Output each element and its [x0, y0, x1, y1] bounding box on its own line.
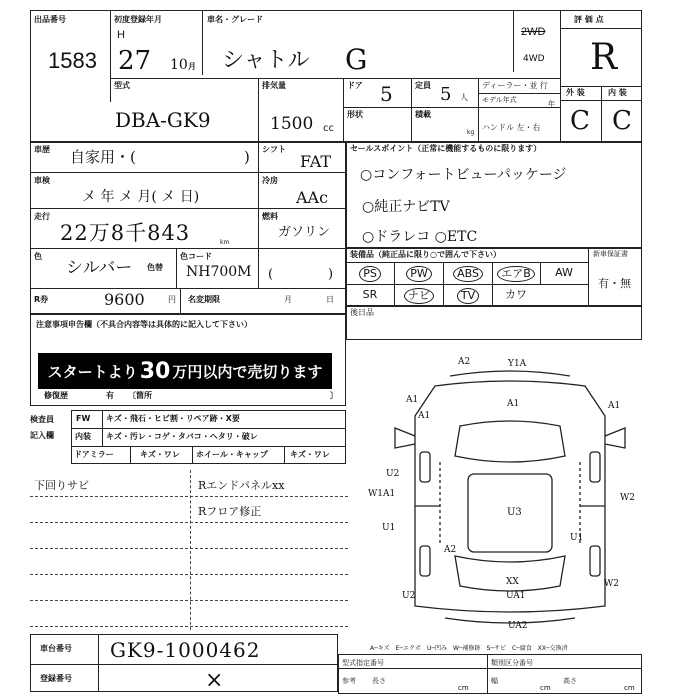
ac: AAc [296, 188, 329, 207]
divider [110, 78, 560, 79]
history-close: ) [244, 148, 250, 166]
history: 自家用・( [70, 148, 136, 166]
displacement-label: 排気量 [262, 81, 286, 90]
length-label: 長さ [372, 677, 386, 685]
damage-mark: UA1 [506, 591, 526, 601]
divider [560, 28, 642, 29]
divider [30, 172, 346, 173]
mileage: 22万8千843 [60, 221, 191, 245]
divider [130, 446, 131, 464]
cc-unit: cc [323, 123, 334, 134]
divider [258, 142, 259, 288]
fw-label: FW [76, 414, 91, 423]
damage-mark: U1 [382, 523, 396, 533]
divider [443, 262, 444, 306]
recycle-paren: ) [328, 267, 334, 282]
divider [30, 288, 346, 289]
divider [588, 248, 589, 306]
history-label: 車歴 [34, 145, 50, 154]
damage-mark: W2 [604, 579, 619, 589]
km-unit: km [220, 239, 230, 246]
divider [98, 634, 99, 692]
divider [284, 446, 285, 464]
color: シルバー [66, 258, 133, 278]
divider [110, 10, 111, 102]
sales-point: ○コンフォートビューパッケージ [360, 167, 567, 183]
shift: FAT [300, 152, 332, 171]
divider [180, 288, 181, 314]
divider [346, 262, 588, 263]
equip-abs: ABS [446, 266, 490, 282]
equip-leather: カワ [505, 288, 527, 301]
divider [492, 262, 493, 306]
int-items: キズ・汚レ・コゲ・タバコ・ヘタリ・破レ [106, 432, 258, 441]
sales-point: ○ドラレコ ○ETC [362, 229, 478, 245]
divider [513, 10, 514, 72]
repair-label: 修復歴 [44, 391, 68, 400]
divider [192, 446, 193, 464]
cm-unit: cm [540, 684, 551, 692]
damage-mark: A1 [418, 411, 431, 421]
equipment-label: 装備品（純正品に限り○で囲んで下さい） [350, 250, 501, 259]
seats: 5 [440, 84, 452, 105]
warranty: 有・無 [598, 277, 631, 290]
divider [343, 107, 560, 108]
damage-mark: U2 [386, 469, 400, 479]
grade: G [345, 43, 368, 76]
later-label: 後日品 [350, 308, 374, 317]
ext-grade: C [570, 106, 590, 136]
chassis-no: GK9-1000462 [110, 638, 261, 662]
recycle-label: R券 [34, 295, 49, 304]
repair-place: 〔箇所 [128, 391, 152, 400]
month-unit: 月 [188, 62, 196, 71]
doors: 5 [380, 82, 393, 106]
divider [30, 208, 346, 209]
damage-mark: U1 [570, 533, 584, 543]
score: R [590, 37, 618, 78]
chassis-label: 車台番号 [40, 644, 72, 653]
type-label: 型式 [114, 81, 130, 90]
drive-crossed: 2WD [521, 26, 546, 38]
divider [202, 10, 203, 75]
damage-mark: W2 [620, 493, 635, 503]
damage-mark: A1 [608, 401, 621, 411]
inspection-label: 車検 [34, 176, 50, 185]
remark-underbody-rust: 下回りサビ [34, 479, 89, 492]
reg-label: 登録番号 [40, 674, 72, 683]
load-label: 積載 [415, 110, 431, 119]
color-code: NH700M [186, 264, 252, 280]
ext-label: 外 装 [566, 88, 585, 97]
int-grade: C [612, 106, 632, 136]
lot-no: 1583 [48, 48, 97, 73]
equip-tv: TV [446, 288, 490, 304]
damage-mark: U2 [402, 591, 416, 601]
year-unit: 年 [548, 100, 555, 108]
sales-label: セールスポイント（正常に機能するものに限ります） [350, 144, 542, 153]
remark-rear-panel: Rエンドパネルxx [198, 479, 285, 492]
first-reg-label: 初度登録年月 [114, 15, 162, 24]
repair-value: 有 [106, 391, 114, 400]
divider [540, 262, 541, 284]
divider [411, 78, 412, 142]
class-label: 類別区分番号 [491, 659, 533, 667]
handle-label: ハンドル 左・右 [482, 123, 541, 132]
day-unit: 日 [326, 295, 334, 304]
fw-items: キズ・飛石・ヒビ割・リペア跡・X要 [106, 414, 240, 423]
fuel: ガソリン [278, 225, 331, 240]
ref-label: 参考 [342, 677, 356, 685]
color-code-label: 色コード [180, 252, 212, 261]
wheelcap-label: ホイール・キャップ [196, 450, 268, 459]
notes-label: 注意事項申告欄（不具合内容等は具体的に記入して下さい） [36, 320, 252, 329]
damage-legend: A─キズ E─エクボ U─凹み W─補修跡 S─サビ C─腐食 XX─交換済 [370, 645, 568, 652]
divider [478, 93, 560, 94]
name-change-label: 名変期限 [188, 295, 220, 304]
ac-label: 冷房 [262, 176, 278, 185]
yen-unit: 円 [168, 295, 176, 304]
displacement: 1500 [270, 114, 314, 134]
damage-mark: UA2 [508, 621, 528, 631]
damage-mark: XX [506, 577, 519, 587]
later-items [346, 306, 642, 340]
doors-label: ドア [347, 81, 363, 90]
divider [30, 664, 338, 665]
divider [258, 78, 259, 142]
drive-label: 4WD [523, 54, 545, 64]
width-label: 幅 [491, 677, 498, 685]
damage-mark: U3 [507, 507, 522, 518]
equip-navi: ナビ [397, 288, 441, 304]
reg-no: × [205, 668, 224, 693]
equip-sr: SR [362, 288, 378, 301]
lot-no-label: 出品番号 [34, 15, 66, 24]
fuel-label: 燃料 [262, 212, 278, 221]
model-name: シャトル [222, 48, 310, 73]
kg-unit: kg [467, 129, 475, 136]
auction-banner: スタートより 30 万円以内で売切ります [38, 353, 332, 389]
seats-label: 定員 [415, 81, 431, 90]
type-designation-label: 型式指定番号 [342, 659, 384, 667]
divider [71, 428, 346, 429]
wheelcap-items: キズ・ワレ [290, 450, 330, 459]
shape-label: 形状 [347, 110, 363, 119]
mirror-label: ドアミラー [74, 450, 114, 459]
equip-airbag: エアB [494, 266, 538, 282]
first-reg-month: 10 [170, 57, 188, 73]
divider [394, 262, 395, 306]
divider [338, 668, 642, 669]
inspector-label: 検査員 [30, 415, 54, 424]
damage-mark: A1 [406, 395, 419, 405]
remark-rear-floor: Rフロア修正 [198, 505, 262, 518]
inspection: メ 年 メ 月( メ 日) [82, 189, 200, 205]
color-label: 色 [34, 252, 42, 261]
divider [343, 78, 344, 142]
recycle-paren: ( [268, 267, 274, 282]
divider [346, 284, 588, 285]
divider [478, 78, 479, 142]
divider [102, 410, 103, 446]
first-reg-year: 27 [118, 46, 152, 76]
divider [71, 446, 346, 447]
era: H [117, 29, 125, 41]
cm-unit: cm [458, 684, 469, 692]
score-label: 評 価 点 [574, 15, 604, 24]
model-year-label: モデル年式 [482, 96, 517, 104]
divider [30, 248, 346, 249]
int-label: 内 装 [608, 88, 627, 97]
dealer-label: ディーラー・並 行 [482, 81, 548, 90]
height-label: 高さ [563, 677, 577, 685]
equip-ps: PS [348, 266, 392, 282]
model-label: 車名・グレード [207, 15, 263, 24]
divider [176, 248, 177, 288]
type: DBA-GK9 [115, 108, 211, 132]
int-check-label: 内装 [75, 432, 91, 441]
divider [487, 654, 488, 694]
damage-mark: W1A1 [368, 489, 396, 499]
equip-aw: AW [555, 266, 573, 279]
inspector-label: 記入欄 [30, 431, 54, 440]
color-change-label: 色替 [147, 263, 163, 272]
damage-mark: A2 [458, 357, 471, 367]
damage-mark: A2 [444, 545, 457, 555]
mileage-label: 走行 [34, 212, 50, 221]
damage-mark: Y1A [508, 359, 527, 369]
repair-close: 〕 [330, 391, 338, 400]
mirror-items: キズ・ワレ [140, 450, 180, 459]
equip-pw: PW [397, 266, 441, 282]
damage-mark: A1 [507, 399, 520, 409]
divider [560, 10, 561, 142]
recycle: 9600 [104, 290, 145, 309]
shift-label: シフト [262, 145, 286, 154]
sales-point: ○純正ナビTV [362, 199, 450, 215]
warranty-label: 新車保証書 [593, 250, 628, 258]
seats-unit: 人 [460, 93, 468, 102]
month-unit: 月 [284, 295, 292, 304]
divider [601, 86, 602, 142]
cm-unit: cm [624, 684, 635, 692]
